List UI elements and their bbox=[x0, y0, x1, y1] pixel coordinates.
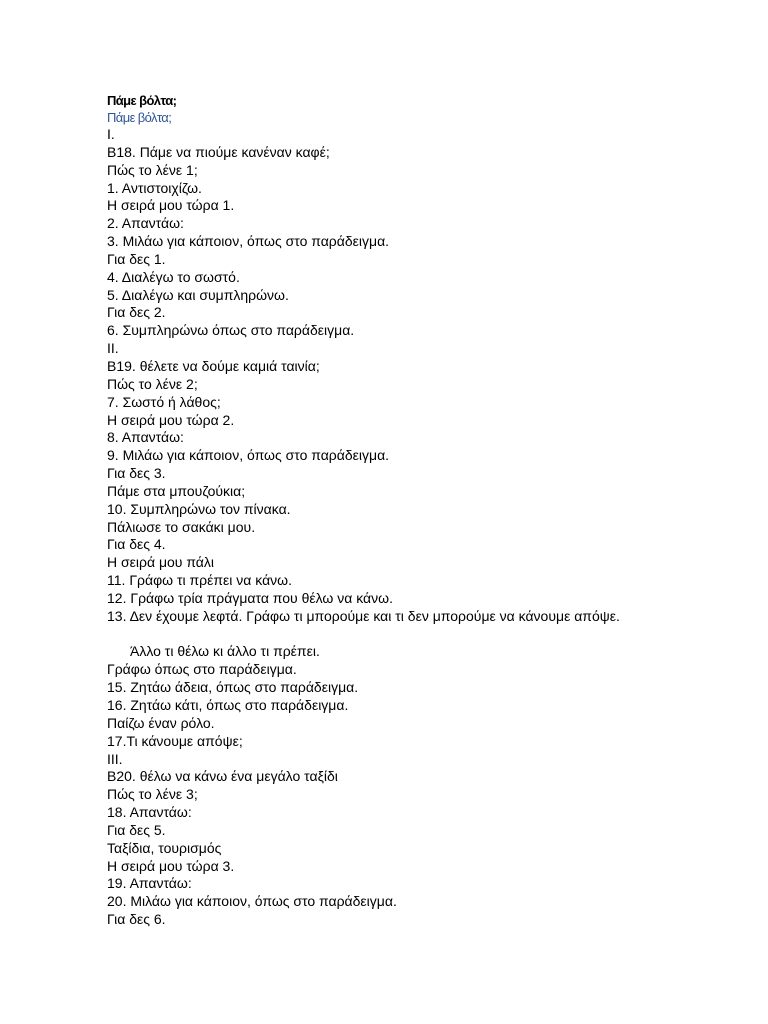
document-line: II. bbox=[107, 340, 119, 357]
document-line: I. bbox=[107, 126, 115, 142]
document-line: Για δες 5. bbox=[107, 821, 166, 838]
document-line: Πώς το λένε 3; bbox=[107, 786, 198, 803]
document-line: Πάλιωσε το σακάκι μου. bbox=[107, 518, 256, 535]
document-line: B19. θέλετε να δούμε καμιά ταινία; bbox=[107, 357, 320, 374]
document-line: Για δες 4. bbox=[107, 536, 166, 553]
document-line: Για δες 1. bbox=[107, 250, 166, 267]
document-line: Η σειρά μου τώρα 2. bbox=[107, 411, 235, 428]
document-line: Η σειρά μου πάλι bbox=[107, 554, 215, 571]
document-subtitle: Πάμε βόλτα; bbox=[107, 110, 172, 125]
document-line: Ταξίδια, τουρισμός bbox=[107, 839, 222, 856]
document-line: III. bbox=[107, 750, 123, 767]
document-line: Άλλο τι θέλω κι άλλο τι πρέπει. bbox=[130, 643, 320, 660]
document-line: Για δες 6. bbox=[107, 911, 166, 928]
document-line: 8. Απαντάω: bbox=[107, 429, 184, 446]
document-line: Η σειρά μου τώρα 3. bbox=[107, 857, 235, 874]
document-line: Για δες 2. bbox=[107, 304, 166, 321]
document-line: 18. Απαντάω: bbox=[107, 804, 192, 821]
document-line: 5. Διαλέγω και συμπληρώνω. bbox=[107, 286, 289, 303]
document-line: B18. Πάμε να πιούμε κανέναν καφέ; bbox=[107, 143, 330, 160]
document-line: 4. Διαλέγω το σωστό. bbox=[107, 268, 240, 285]
document-line: Η σειρά μου τώρα 1. bbox=[107, 197, 235, 214]
document-page bbox=[107, 92, 747, 929]
document-line: 17.Τι κάνουμε απόψε; bbox=[107, 732, 243, 749]
document-line: 9. Μιλάω για κάποιον, όπως στο παράδειγμα. bbox=[107, 447, 390, 464]
document-line: 16. Ζητάω κάτι, όπως στο παράδειγμα. bbox=[107, 697, 349, 713]
document-line: B20. θέλω να κάνω ένα μεγάλο ταξίδι bbox=[107, 768, 338, 785]
document-line: Πώς το λένε 2; bbox=[107, 375, 198, 392]
document-line: 13. Δεν έχουμε λεφτά. Γράφω τι μπορούμε και τι δεν μπορούμε να κάνουμε απόψε. bbox=[107, 607, 620, 624]
document-line: Πώς το λένε 1; bbox=[107, 161, 198, 178]
document-line: 10. Συμπληρώνω τον πίνακα. bbox=[107, 500, 291, 517]
document-line: Για δες 3. bbox=[107, 465, 166, 482]
document-line: 1. Αντιστοιχίζω. bbox=[107, 179, 202, 196]
document-line: 3. Μιλάω για κάποιον, όπως στο παράδειγμα. bbox=[107, 233, 390, 250]
document-title: Πάμε βόλτα; bbox=[107, 93, 177, 108]
document-line: Γράφω όπως στο παράδειγμα. bbox=[107, 661, 297, 678]
document-line bbox=[107, 626, 747, 644]
document-line: Παίζω έναν ρόλο. bbox=[107, 714, 215, 731]
document-line: 15. Ζητάω άδεια, όπως στο παράδειγμα. bbox=[107, 679, 359, 696]
document-body bbox=[107, 126, 747, 929]
document-line: 11. Γράφω τι πρέπει να κάνω. bbox=[107, 572, 293, 589]
document-line: 19. Απαντάω: bbox=[107, 875, 192, 892]
document-line: 12. Γράφω τρία πράγματα που θέλω να κάνω. bbox=[107, 589, 393, 606]
document-line: Πάμε στα μπουζούκια; bbox=[107, 482, 246, 499]
document-line: 6. Συμπληρώνω όπως στο παράδειγμα. bbox=[107, 322, 355, 339]
document-line: 7. Σωστό ή λάθος; bbox=[107, 393, 221, 410]
document-line: 2. Απαντάω: bbox=[107, 215, 184, 232]
document-line: 20. Μιλάω για κάποιον, όπως στο παράδειγμα. bbox=[107, 893, 397, 910]
